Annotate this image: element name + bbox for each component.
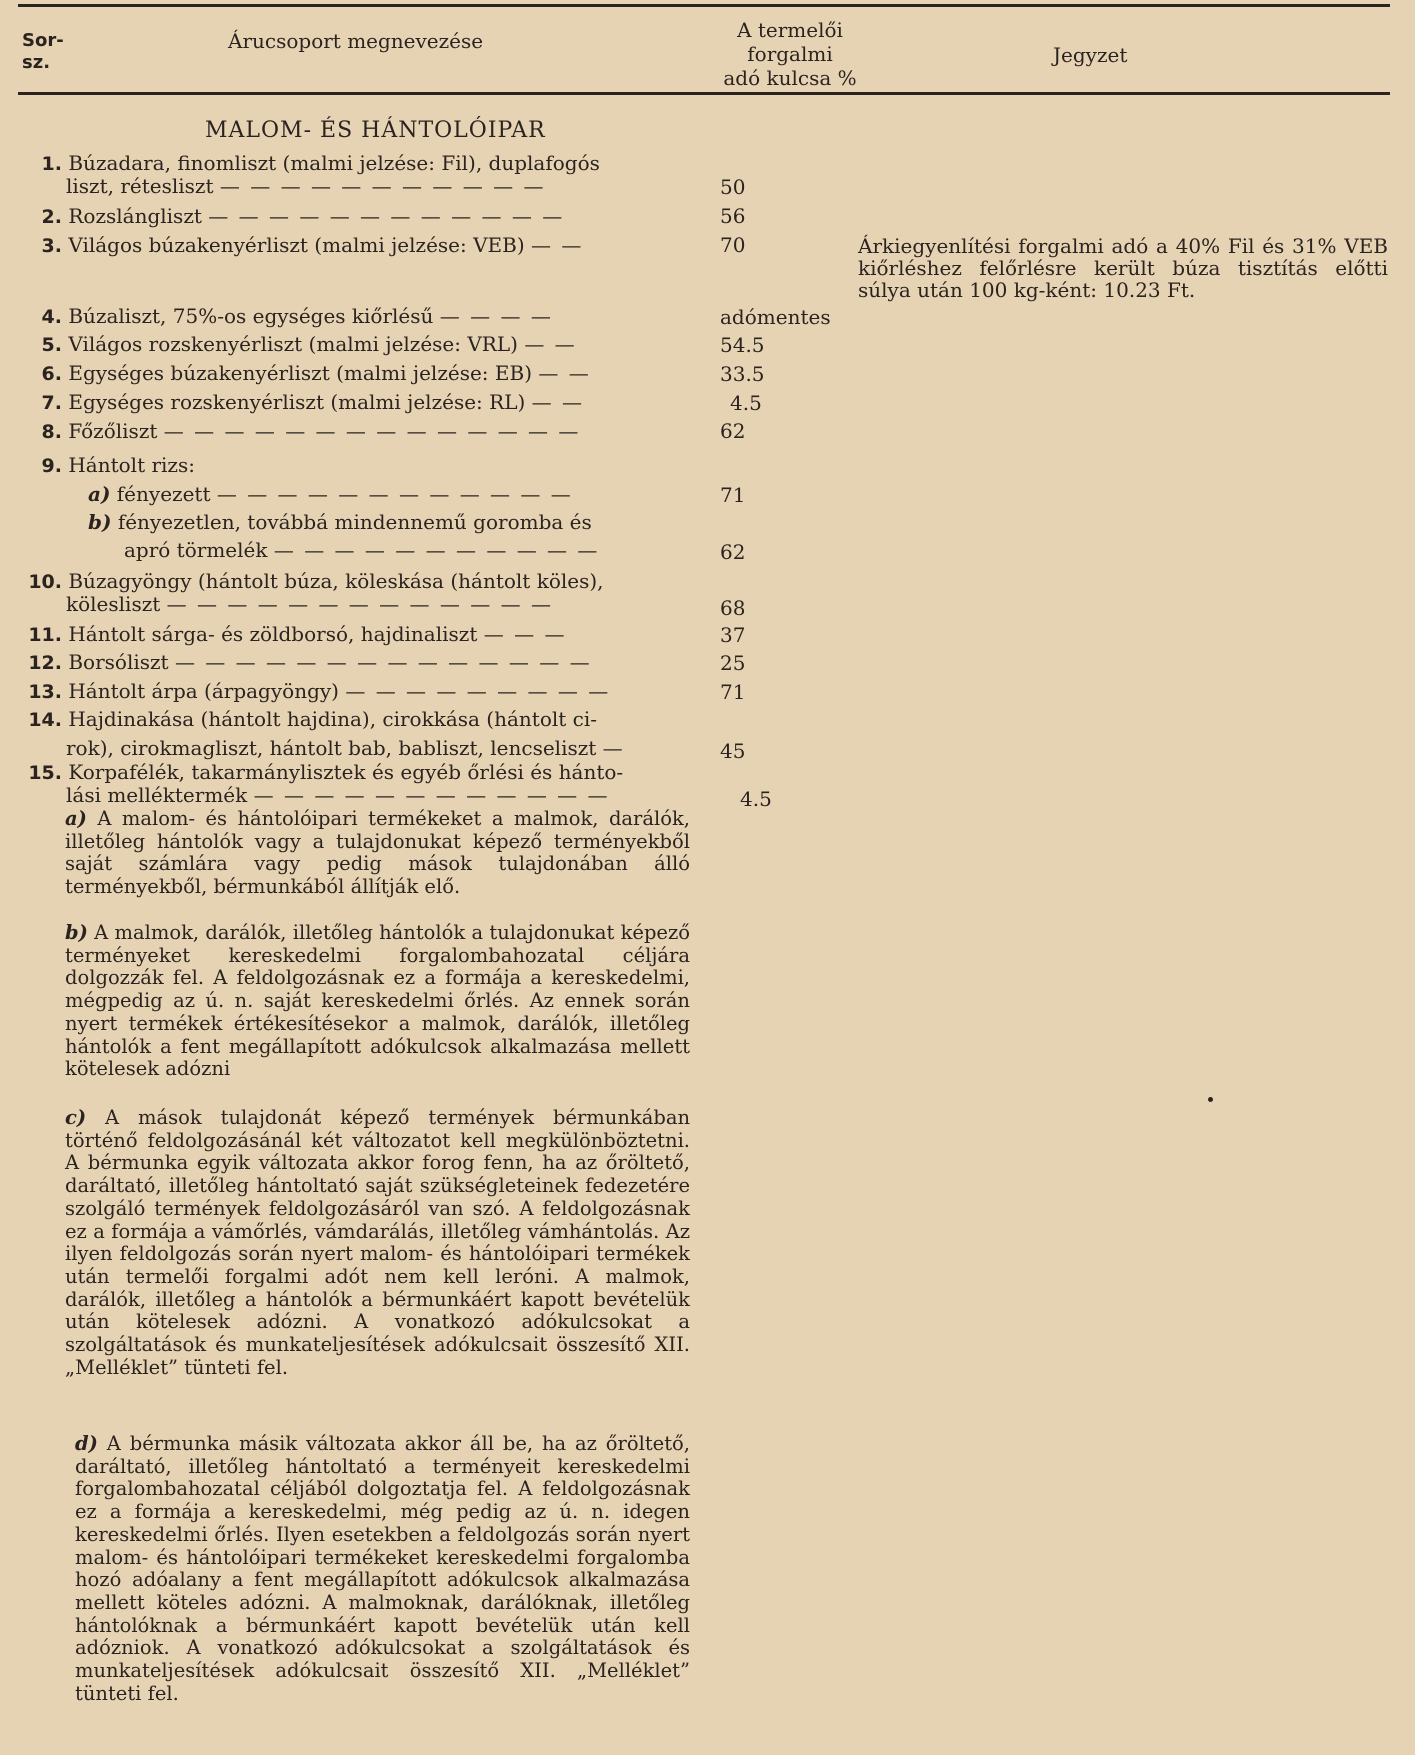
ink-speck — [1208, 1097, 1213, 1102]
note-text: Árkiegyenlítési forgalmi adó a 40% Fil és 31% VEB kiőrléshez felőrlésre került búza tisztítás előtti súlya után 100 kg-ként: 10.23 Ft. — [858, 234, 1388, 302]
list-item: 11. Hántolt sárga- és zöldborsó, hajdinaliszt — — — — [28, 622, 567, 646]
tax-rate-value: 45 — [720, 739, 746, 763]
tax-rate-value: 71 — [720, 483, 746, 507]
tax-rate-value: 70 — [720, 233, 746, 257]
tax-rate-value: 50 — [720, 175, 746, 199]
list-item: 10. Búzagyöngy (hántolt búza, köleskása (hántolt köles), kölesliszt — — — — — — — — — — — — — — [28, 569, 604, 616]
list-item: 15. Korpafélék, takarmánylisztek és egyéb őrlési és hánto- lási melléktermék — — — — — — — — — — — — — [28, 760, 624, 807]
list-item: 3. Világos búzakenyérliszt (malmi jelzése: VEB) — — — [41, 233, 584, 257]
paragraph-d: d) A bérmunka másik változata akkor áll be, ha az őröltető, daráltató, illetőleg hántoltató a terményeit kereskedelmi forgalombahozatal céljából dolgoztatja fel. A feldolgozásnak ez a formája a kereskedelmi, még pedig az ú. n. idegen kereskedelmi őrlés. Ilyen esetekben a feldolgozás során nyert malom- és hántolóipari termékeket kereskedelmi forgalomba hozó adóalany a fent megállapított adókulcsok alkalmazása mellett köteles adózni. A malmoknak, darálóknak, illetőleg hántolóknak a bérmunkáért kapott bevételük után kell adózniok. A vonatkozó adókulcsokat a szolgáltatások és munkateljesítések adókulcsait összesítő XII. „Melléklet” tünteti fel. — [75, 1432, 690, 1705]
tax-rate-value: 4.5 — [730, 391, 762, 415]
column-header-note: Jegyzet — [1053, 43, 1128, 67]
column-header-group: Árucsoport megnevezése — [228, 29, 484, 53]
tax-rate-value: 62 — [720, 419, 746, 443]
section-title: MALOM- ÉS HÁNTOLÓIPAR — [205, 118, 546, 143]
list-item: 5. Világos rozskenyérliszt (malmi jelzése: VRL) — — — [41, 332, 577, 356]
tax-rate-value: 37 — [720, 623, 746, 647]
list-item: 8. Főzőliszt — — — — — — — — — — — — — — — [41, 419, 581, 443]
list-item: a) fényezett — — — — — — — — — — — — — [88, 482, 573, 506]
list-item: 4. Búzaliszt, 75%-os egységes kiőrlésű — — — — — [41, 304, 553, 328]
tax-rate-value: 62 — [720, 540, 746, 564]
tax-rate-value: 71 — [720, 680, 746, 704]
tax-rate-value: 54.5 — [720, 333, 765, 357]
column-header-number: Sor- sz. — [22, 30, 64, 73]
list-item: 13. Hántolt árpa (árpagyöngy) — — — — — — — — — — [28, 679, 611, 703]
list-item: 2. Rozslángliszt — — — — — — — — — — — — — [41, 204, 565, 228]
list-item: 6. Egységes búzakenyérliszt (malmi jelzése: EB) — — — [41, 361, 591, 385]
tax-rate-value: 68 — [720, 596, 746, 620]
header-bottom-rule — [18, 92, 1390, 95]
tax-rate-value: adómentes — [720, 305, 831, 329]
tax-rate-value: 56 — [720, 204, 746, 228]
paragraph-b: b) A malmok, darálók, illetőleg hántolók a tulajdonukat képező terményeket kereskedelmi forgalombahozatal céljára dolgozzák fel. A feldolgozásnak ez a formája a kereskedelmi, mégpedig az ú. n. saját kereskedelmi őrlés. Az ennek során nyert termékek értékesítésekor a malmok, darálók, illetőleg hántolók a fent megállapított adókulcsok alkalmazása mellett kötelesek adózni — [65, 921, 690, 1081]
list-item: b) fényezetlen, továbbá mindennemű goromba és apró törmelék — — — — — — — — — — — — [88, 510, 600, 562]
tax-rate-value: 33.5 — [720, 362, 765, 386]
tax-rate-value: 25 — [720, 651, 746, 675]
paragraph-c: c) A mások tulajdonát képező termények bérmunkában történő feldolgozásánál két változatot kell megkülönböztetni. A bérmunka egyik változata akkor forog fenn, ha az őröltető, daráltató, illetőleg hántoltató saját szükségleteinek fedezetére szolgáló termények feldolgozásáról van szó. A feldolgozásnak ez a formája a vámőrlés, vámdarálás, illetőleg vámhántolás. Az ilyen feldolgozás során nyert malom- és hántolóipari termékek után termelői forgalmi adót nem kell leróni. A malmok, darálók, illetőleg a hántolók a bérmunkáért kapott bevételük után kötelesek adózni. A vonatkozó adókulcsokat a szolgáltatások és munkateljesítések adókulcsait összesítő XII. „Melléklet” tünteti fel. — [65, 1106, 691, 1379]
list-item: 12. Borsóliszt — — — — — — — — — — — — — — — [28, 650, 592, 674]
list-item: 14. Hajdinakása (hántolt hajdina), cirokkása (hántolt ci- rok), cirokmagliszt, hántolt bab, babliszt, lencseliszt — — [28, 707, 623, 760]
paragraph-a: a) A malom- és hántolóipari termékeket a malmok, darálók, illetőleg hántolók vagy a tulajdonukat képező terményekből saját számlára vagy pedig mások tulajdonában álló terményekből, bérmunkából állítják elő. — [65, 807, 690, 899]
header-top-rule — [18, 4, 1390, 7]
tax-rate-value: 4.5 — [740, 787, 772, 811]
list-item: 7. Egységes rozskenyérliszt (malmi jelzése: RL) — — — [41, 390, 585, 414]
list-item: 1. Búzadara, finomliszt (malmi jelzése: Fil), duplafogós liszt, rétesliszt — — — — — — — — — — — — [41, 151, 600, 198]
list-item: 9. Hántolt rizs: — [41, 453, 195, 477]
column-header-tax-rate: A termelői forgalmi adó kulcsa % — [723, 18, 857, 90]
